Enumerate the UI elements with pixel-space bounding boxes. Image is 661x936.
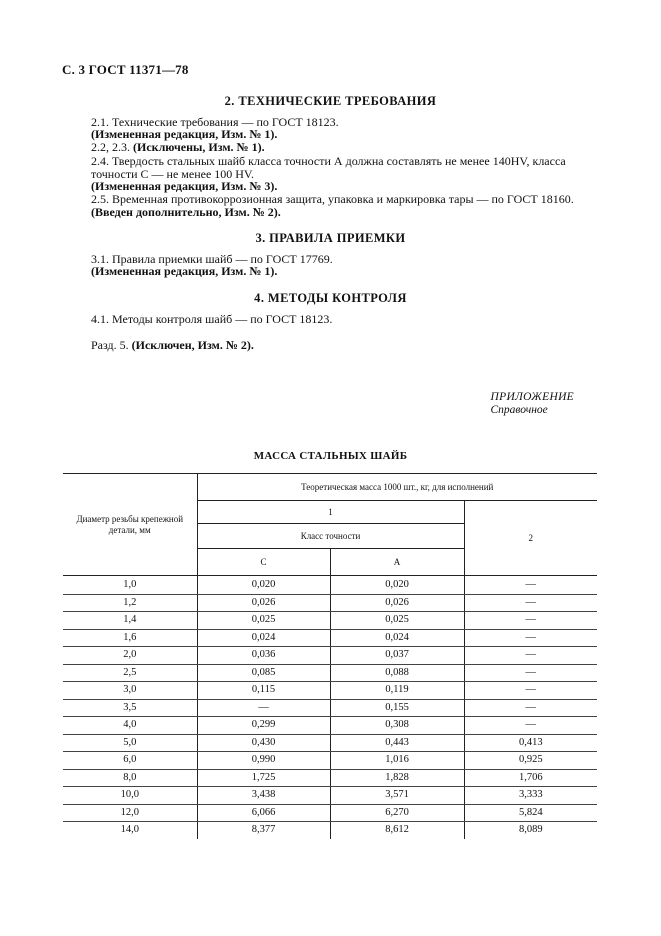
cell-mass-c: 0,036 [197,647,330,665]
cell-diameter: 10,0 [63,787,197,805]
cell-mass-a: 0,026 [330,594,464,612]
table-row [63,647,597,665]
cell-mass-c: 0,026 [197,594,330,612]
cell-mass-exec2: — [464,717,597,735]
cell-mass-exec2: — [464,647,597,665]
para-2-2-note: (Исключены, Изм. № 1). [133,140,265,154]
cell-mass-exec2: — [464,594,597,612]
table-row [63,822,597,839]
appendix-subtitle: Справочное [490,404,548,416]
para-5-note: (Исключен, Изм. № 2). [131,338,254,352]
cell-mass-exec2: — [464,699,597,717]
cell-mass-a: 0,020 [330,576,464,595]
table-row [63,664,597,682]
table-row [63,699,597,717]
para-2-4-note: (Измененная редакция, Изм. № 3). [91,179,278,193]
table-row [63,804,597,822]
section-title-4: 4. МЕТОДЫ КОНТРОЛЯ [254,291,407,305]
table-row [63,682,597,700]
table-row [63,629,597,647]
cell-mass-c: 3,438 [197,787,330,805]
cell-mass-a: 0,037 [330,647,464,665]
cell-mass-exec2: 1,706 [464,769,597,787]
cell-mass-c: 0,299 [197,717,330,735]
cell-diameter: 1,4 [63,612,197,630]
cell-diameter: 1,6 [63,629,197,647]
head-diameter: Диаметр резьбы крепежной детали, мм [63,474,197,576]
cell-diameter: 5,0 [63,734,197,752]
mass-table [63,473,597,839]
head-class-a: А [330,549,464,576]
section-title-2: 2. ТЕХНИЧЕСКИЕ ТРЕБОВАНИЯ [224,94,437,108]
para-2-4-cont: точности С — не менее 100 HV. [91,167,255,181]
table-row [63,752,597,770]
cell-diameter: 1,2 [63,594,197,612]
appendix-title: ПРИЛОЖЕНИЕ [490,391,574,403]
cell-diameter: 3,5 [63,699,197,717]
para-2-5: 2.5. Временная противокоррозионная защита, упаковка и маркировка тары — по ГОСТ 18160. [91,192,574,206]
cell-mass-c: 0,115 [197,682,330,700]
cell-mass-c: 0,020 [197,576,330,595]
cell-mass-a: 0,443 [330,734,464,752]
head-mass: Теоретическая масса 1000 шт., кг, для исполнений [197,474,597,501]
cell-mass-exec2: — [464,682,597,700]
head-exec-1: 1 [197,501,464,524]
cell-mass-a: 1,016 [330,752,464,770]
table-row [63,787,597,805]
para-2-5-note: (Введен дополнительно, Изм. № 2). [91,205,281,219]
para-3-1: 3.1. Правила приемки шайб — по ГОСТ 17769. [91,252,333,266]
cell-mass-c: 8,377 [197,822,330,839]
para-3-1-note: (Измененная редакция, Изм. № 1). [91,264,278,278]
table-row [63,734,597,752]
cell-mass-c: 0,990 [197,752,330,770]
appendix-label [491,391,574,417]
table-row [63,717,597,735]
para-2-4: 2.4. Твердость стальных шайб класса точности А должна составлять не менее 140HV, класса [91,154,566,168]
cell-diameter: 8,0 [63,769,197,787]
cell-mass-exec2: — [464,612,597,630]
table-row [63,769,597,787]
page-header: С. 3 ГОСТ 11371—78 [62,62,189,77]
cell-mass-a: 3,571 [330,787,464,805]
table-row [63,612,597,630]
cell-mass-c: 1,725 [197,769,330,787]
head-exec-2: 2 [464,501,597,576]
para-2-1-note: (Измененная редакция, Изм. № 1). [91,127,278,141]
cell-mass-exec2: — [464,664,597,682]
cell-mass-c: — [197,699,330,717]
cell-mass-c: 6,066 [197,804,330,822]
para-2-2-number: 2.2, 2.3. [91,140,130,154]
cell-mass-c: 0,430 [197,734,330,752]
cell-diameter: 1,0 [63,576,197,595]
section-title-3: 3. ПРАВИЛА ПРИЕМКИ [255,231,406,245]
cell-mass-exec2: 5,824 [464,804,597,822]
cell-mass-a: 1,828 [330,769,464,787]
cell-diameter: 6,0 [63,752,197,770]
cell-mass-a: 0,024 [330,629,464,647]
para-2-2 [91,141,265,154]
cell-mass-a: 0,308 [330,717,464,735]
cell-diameter: 2,0 [63,647,197,665]
cell-mass-a: 6,270 [330,804,464,822]
cell-mass-a: 0,025 [330,612,464,630]
table-title: МАССА СТАЛЬНЫХ ШАЙБ [253,450,408,462]
cell-mass-a: 8,612 [330,822,464,839]
table-row [63,594,597,612]
cell-mass-a: 0,119 [330,682,464,700]
cell-mass-a: 0,088 [330,664,464,682]
cell-mass-c: 0,085 [197,664,330,682]
cell-diameter: 12,0 [63,804,197,822]
cell-mass-exec2: — [464,629,597,647]
para-2-1: 2.1. Технические требования — по ГОСТ 18123. [91,115,339,129]
cell-diameter: 14,0 [63,822,197,839]
cell-diameter: 2,5 [63,664,197,682]
cell-mass-c: 0,024 [197,629,330,647]
para-4-1: 4.1. Методы контроля шайб — по ГОСТ 18123. [91,312,333,326]
cell-mass-exec2: 8,089 [464,822,597,839]
cell-mass-exec2: 0,925 [464,752,597,770]
head-class-c: С [197,549,330,576]
head-class: Класс точности [197,524,464,549]
cell-mass-c: 0,025 [197,612,330,630]
cell-mass-exec2: — [464,576,597,595]
cell-mass-exec2: 0,413 [464,734,597,752]
para-5 [91,339,254,352]
para-5-prefix: Разд. 5. [91,338,129,352]
cell-mass-exec2: 3,333 [464,787,597,805]
cell-diameter: 3,0 [63,682,197,700]
table-row [63,576,597,595]
cell-diameter: 4,0 [63,717,197,735]
cell-mass-a: 0,155 [330,699,464,717]
